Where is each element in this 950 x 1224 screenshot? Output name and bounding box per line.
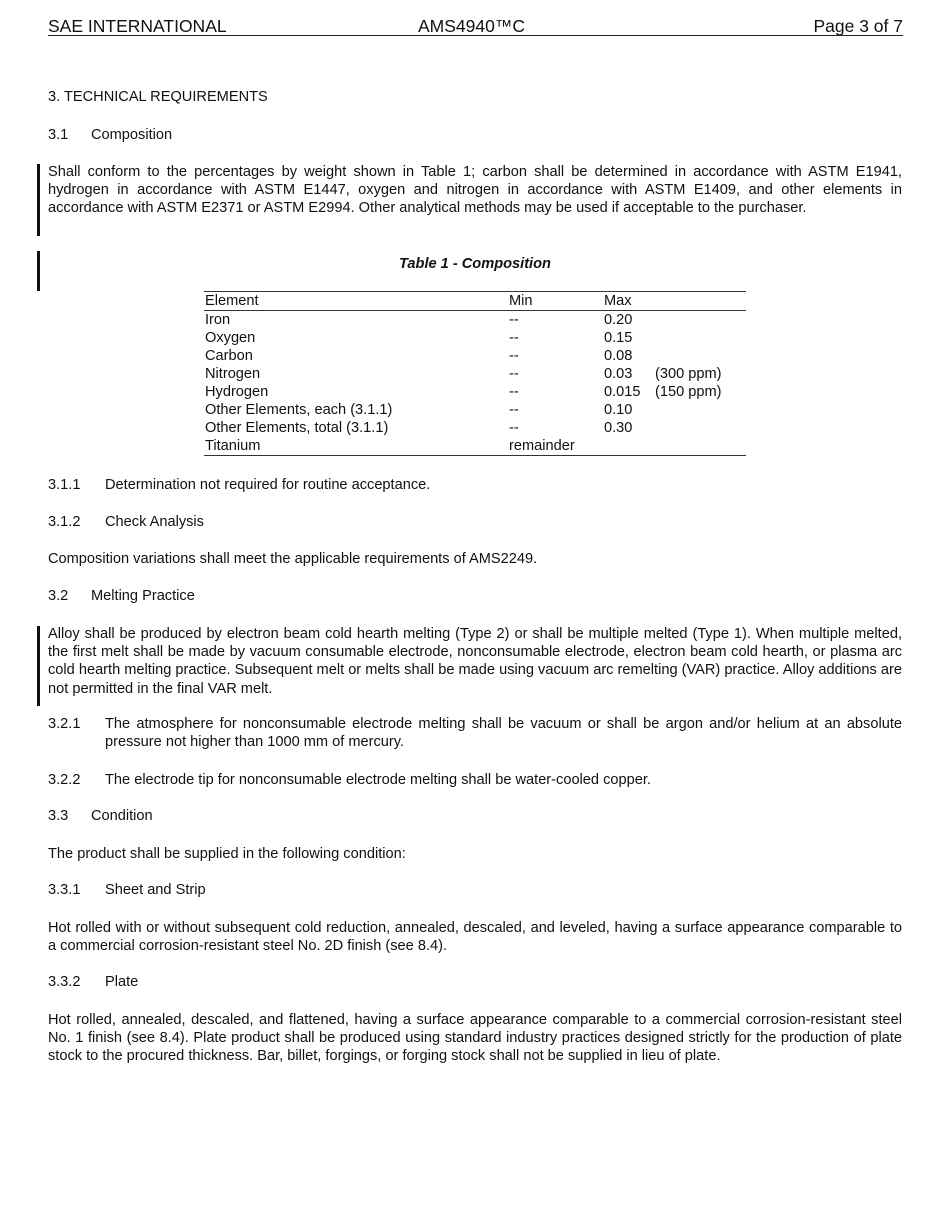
- section-3-1-1: [48, 477, 430, 493]
- section-number: 3.3: [48, 808, 69, 824]
- check-analysis-paragraph: Composition variations shall meet the applicable requirements of AMS2249.: [48, 551, 538, 567]
- cell-max: 0.30: [604, 420, 633, 436]
- table-row: [204, 365, 746, 383]
- cell-ppm-note: (300 ppm): [655, 366, 722, 382]
- section-3-1-2-heading: [48, 514, 204, 530]
- section-3-2-2: [48, 771, 902, 789]
- header-page-number: Page 3 of 7: [813, 16, 903, 36]
- table-row: [204, 419, 746, 437]
- table-row: [204, 311, 746, 329]
- cell-element: Other Elements, total (3.1.1): [205, 420, 389, 436]
- composition-paragraph: Shall conform to the percentages by weight shown in Table 1; carbon shall be determined in accordance with ASTM E1941, hydrogen in accordance with ASTM E1447, oxygen and nitrogen in accordance with ASTM E1409, and other elements in accordance with ASTM E2371 or ASTM E2994. Other analytical methods may be used if acceptable to the purchaser.: [48, 164, 902, 217]
- section-3-heading: 3. TECHNICAL REQUIREMENTS: [48, 89, 268, 105]
- section-title: Melting Practice: [91, 588, 195, 604]
- section-3-3-heading: [48, 808, 153, 824]
- cell-min: --: [509, 402, 519, 418]
- cell-element: Nitrogen: [205, 366, 261, 382]
- cell-min: --: [509, 312, 519, 328]
- section-title: Condition: [91, 808, 153, 824]
- cell-max: 0.015: [604, 384, 641, 400]
- section-number: 3.3.1: [48, 882, 81, 898]
- cell-min: --: [509, 384, 519, 400]
- composition-table: [204, 291, 746, 456]
- column-header-min: Min: [509, 293, 533, 309]
- melting-practice-paragraph: Alloy shall be produced by electron beam cold hearth melting (Type 2) or shall be multiple melted (Type 1). When multiple melted, the first melt shall be made by vacuum consumable electrode, nonconsumable electrode, electron beam cold hearth, or plasma arc cold hearth melting practice. Subsequent melt or melts shall be made using vacuum arc remelting (VAR) practice. Alloy additions are not permitted in the final VAR melt.: [48, 626, 902, 697]
- cell-min: remainder: [509, 438, 575, 454]
- section-number: 3.2.2: [48, 772, 81, 788]
- section-number: 3.3.2: [48, 974, 81, 990]
- column-header-max: Max: [604, 293, 632, 309]
- section-3-2-1: [48, 715, 902, 751]
- section-3-1-heading: [48, 127, 172, 143]
- cell-element: Hydrogen: [205, 384, 269, 400]
- cell-min: --: [509, 420, 519, 436]
- section-number: 3.2: [48, 588, 69, 604]
- header-doc-id: AMS4940™C: [418, 16, 525, 36]
- table-caption: Table 1 - Composition: [399, 256, 551, 272]
- cell-element: Other Elements, each (3.1.1): [205, 402, 393, 418]
- cell-element: Iron: [205, 312, 231, 328]
- section-text: The atmosphere for nonconsumable electrode melting shall be vacuum or shall be argon and/or helium at an absolute pressure not higher than 1000 mm of mercury.: [105, 716, 902, 751]
- page-header: [48, 15, 903, 36]
- table-row: [204, 347, 746, 365]
- table-row: [204, 437, 746, 455]
- section-title: Sheet and Strip: [105, 882, 206, 898]
- section-number: 3.1.2: [48, 514, 81, 530]
- section-title: Check Analysis: [105, 514, 204, 530]
- section-3-2-heading: [48, 588, 195, 604]
- table-row: [204, 329, 746, 347]
- section-number: 3.1: [48, 127, 69, 143]
- revision-bar: [37, 164, 40, 236]
- cell-ppm-note: (150 ppm): [655, 384, 722, 400]
- header-org: SAE INTERNATIONAL: [48, 16, 227, 36]
- section-text: The electrode tip for nonconsumable electrode melting shall be water-cooled copper.: [105, 772, 651, 788]
- section-3-3-1-heading: [48, 882, 206, 898]
- plate-paragraph: Hot rolled, annealed, descaled, and flattened, having a surface appearance comparable to a commercial corrosion-resistant steel No. 1 finish (see 8.4). Plate product shall be produced using standard industry practices designed strictly for the production of plate stock to the procured thickness. Bar, billet, forgings, or forging stock shall not be supplied in lieu of plate.: [48, 1012, 902, 1065]
- section-number: 3.2.1: [48, 716, 81, 732]
- cell-max: 0.15: [604, 330, 633, 346]
- section-number: 3.1.1: [48, 477, 81, 493]
- section-title: Plate: [105, 974, 139, 990]
- cell-element: Oxygen: [205, 330, 256, 346]
- cell-max: 0.10: [604, 402, 633, 418]
- sheet-and-strip-paragraph: Hot rolled with or without subsequent cold reduction, annealed, descaled, and leveled, having a surface appearance comparable to a commercial corrosion-resistant steel No. 2D finish (see 8.4).: [48, 920, 902, 955]
- cell-element: Titanium: [205, 438, 261, 454]
- cell-max: 0.03: [604, 366, 633, 382]
- section-3-3-2-heading: [48, 974, 138, 990]
- cell-min: --: [509, 330, 519, 346]
- cell-min: --: [509, 348, 519, 364]
- cell-min: --: [509, 366, 519, 382]
- table-row: [204, 383, 746, 401]
- cell-max: 0.20: [604, 312, 633, 328]
- cell-max: 0.08: [604, 348, 633, 364]
- table-header-row: [204, 292, 746, 311]
- revision-bar: [37, 626, 40, 706]
- section-text: Determination not required for routine acceptance.: [105, 477, 431, 493]
- condition-paragraph: The product shall be supplied in the following condition:: [48, 846, 406, 862]
- cell-element: Carbon: [205, 348, 253, 364]
- table-row: [204, 401, 746, 419]
- column-header-element: Element: [205, 293, 259, 309]
- section-title: Composition: [91, 127, 173, 143]
